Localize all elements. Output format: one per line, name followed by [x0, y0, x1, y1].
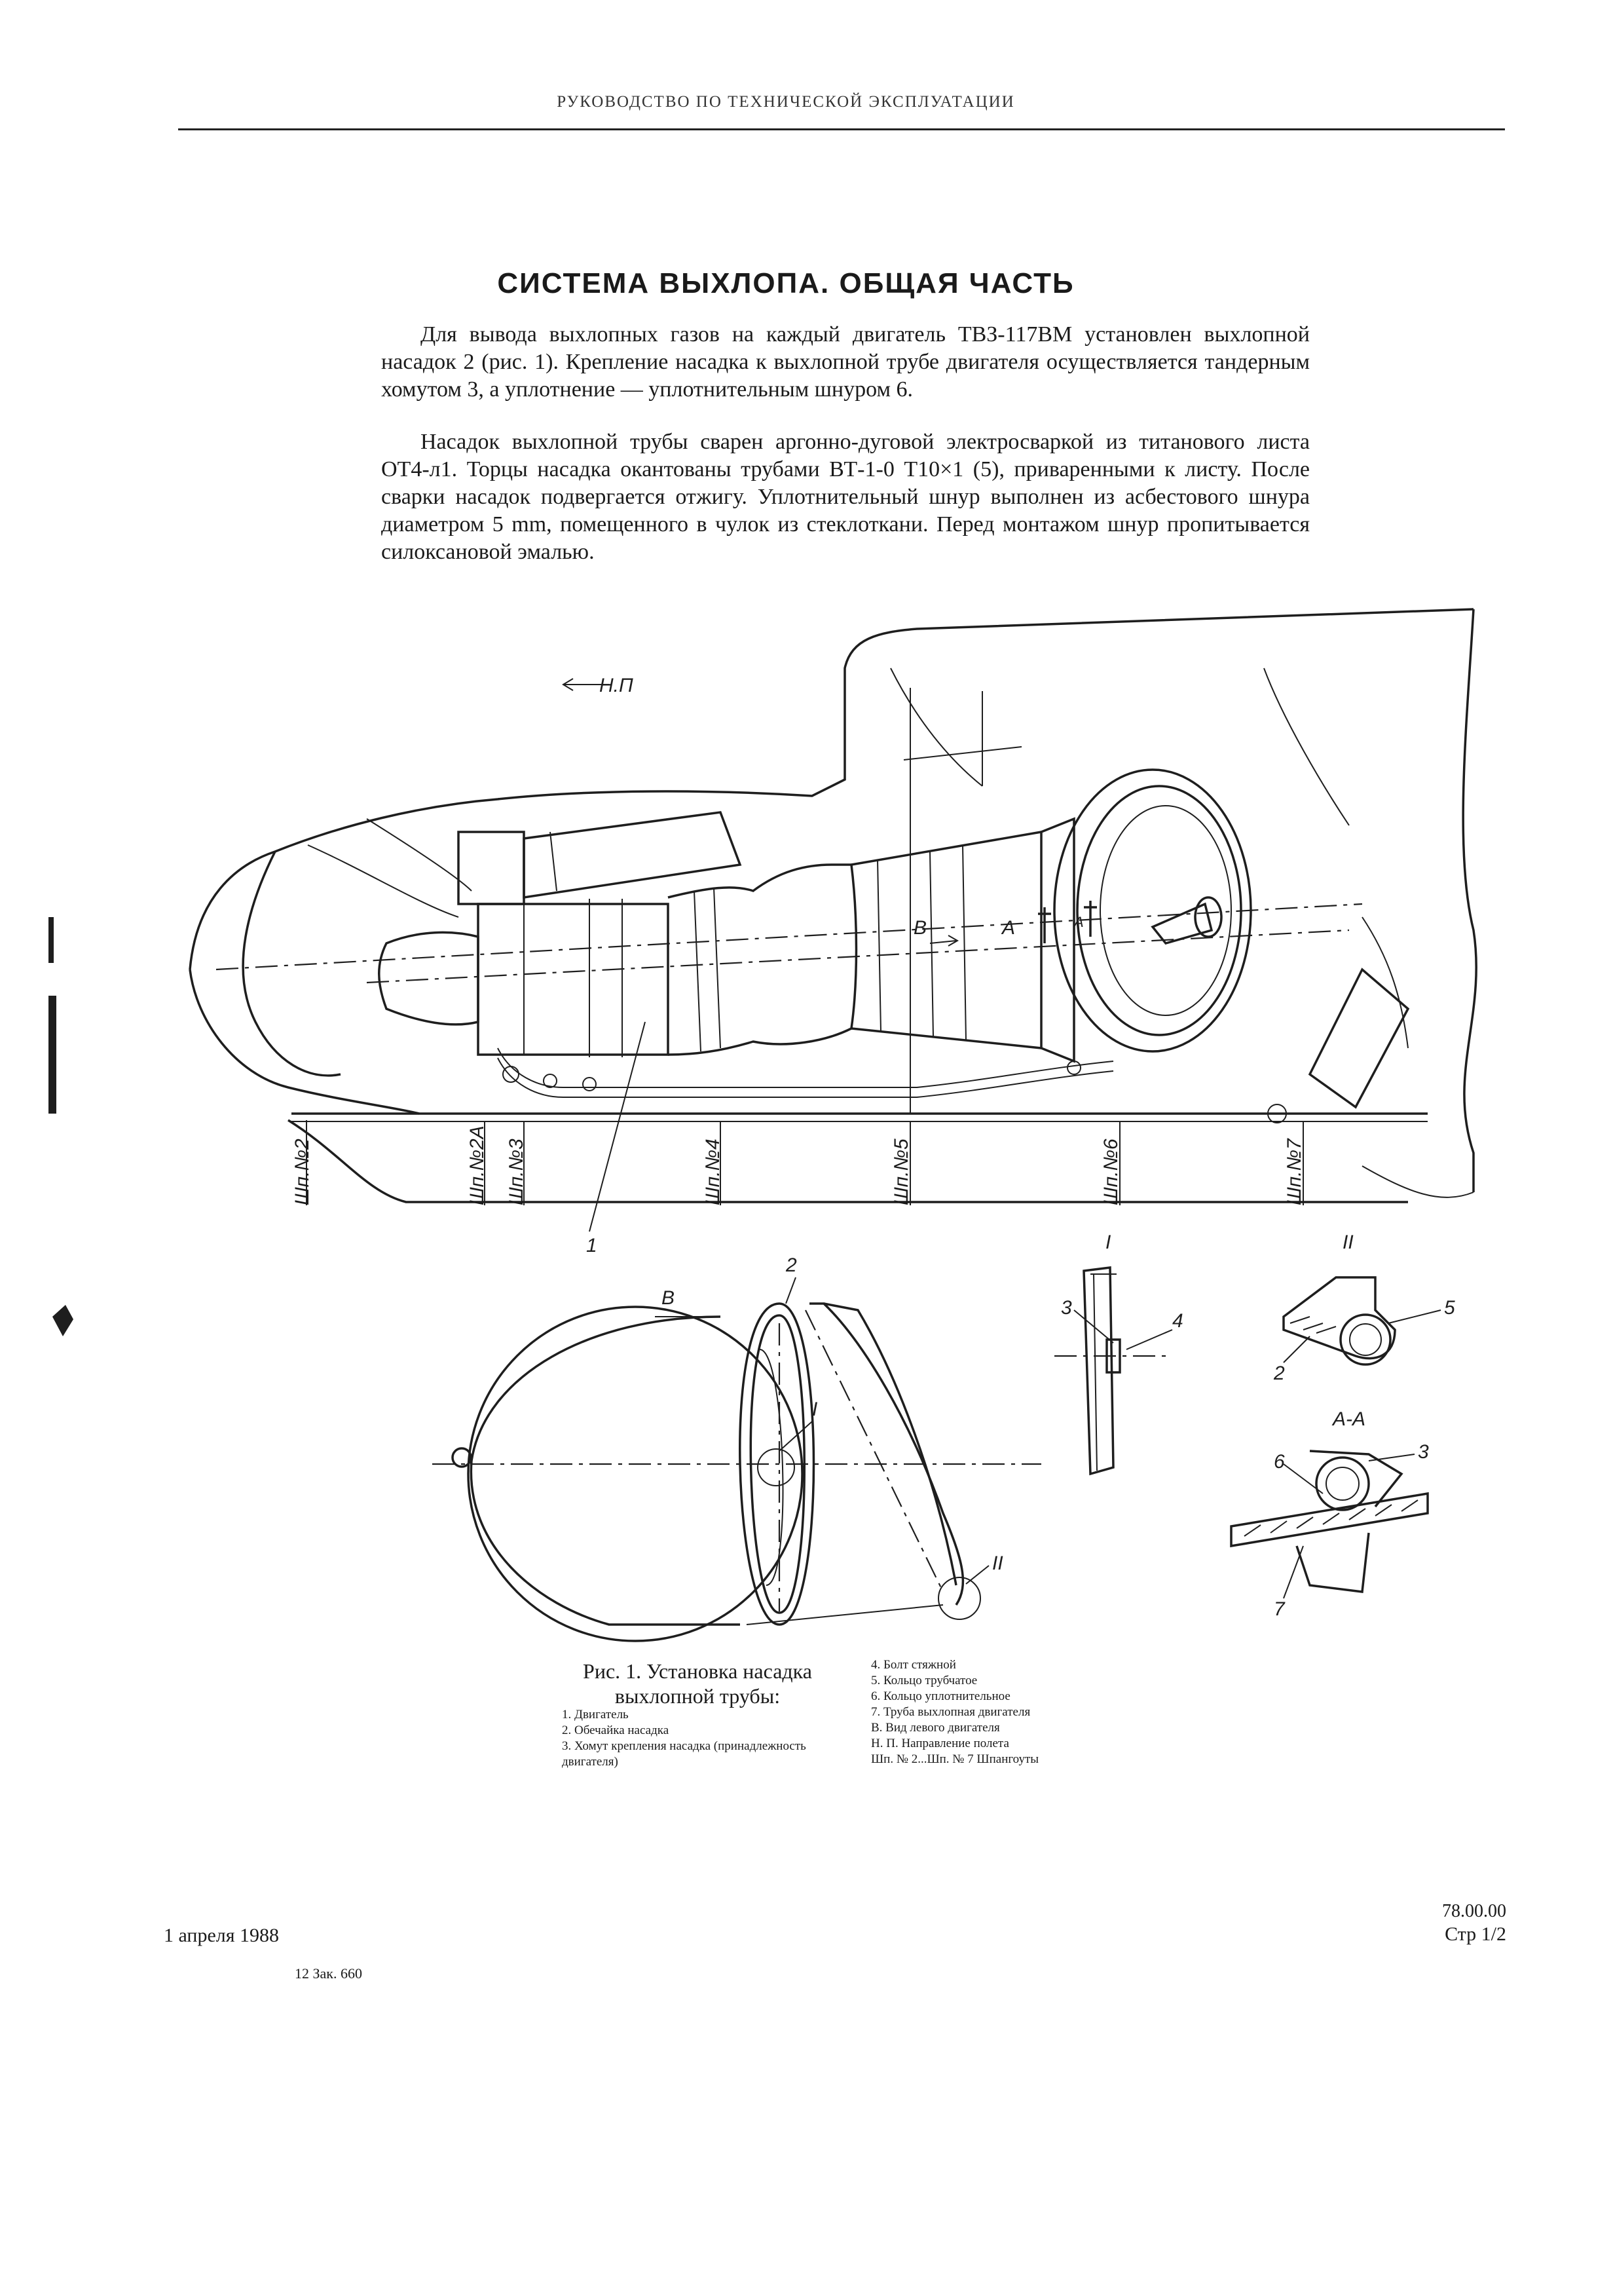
section-mark-a: А	[1074, 914, 1084, 930]
caption-legend-right	[871, 1657, 1146, 1767]
detail-ii-num-2: 2	[1274, 1363, 1285, 1384]
caption-item: 1. Двигатель	[562, 1708, 629, 1722]
callout-detail-ii: II	[992, 1553, 1003, 1574]
body-paragraph-1: Для вывода выхлопных газов на каждый двигатель ТВЗ-117ВМ установлен выхлопной насадок 2 (рис. 1). Крепление насадка к выхлопной трубе двигателя осуществляется тандерным хомутом 3, а уплотнение — уплотнительным шнуром 6.	[381, 322, 1310, 402]
caption-item: 4. Болт стяжной	[871, 1658, 956, 1672]
header-rule	[178, 128, 1505, 130]
caption-item: 5. Кольцо трубчатое	[871, 1674, 978, 1687]
frame-label-5: Шп.№5	[891, 1139, 912, 1205]
footer-doc-code: 78.00.00	[1442, 1901, 1506, 1921]
frame-label-3: Шп.№3	[506, 1139, 527, 1205]
caption-item: Н. П. Направление полета	[871, 1737, 1009, 1750]
footer-order-number: 12 Зак. 660	[295, 1965, 362, 1982]
detail-i-num-3: 3	[1061, 1297, 1072, 1319]
frame-label-6: Шп.№6	[1100, 1139, 1122, 1205]
section-title: СИСТЕМА ВЫХЛОПА. ОБЩАЯ ЧАСТЬ	[497, 267, 1075, 299]
detail-ii-num-5: 5	[1444, 1297, 1455, 1319]
frame-lines	[306, 688, 1303, 1232]
frame-label-7: Шп.№7	[1284, 1139, 1305, 1205]
detail-ii-title: II	[1343, 1232, 1354, 1253]
scan-mark	[52, 1305, 73, 1336]
axis-label-b: В	[914, 917, 927, 939]
frame-label-2: Шп.№2	[291, 1139, 313, 1205]
caption-item: 2. Обечайка насадка	[562, 1723, 669, 1737]
callout-detail-i: I	[812, 1399, 818, 1420]
engine-body	[379, 770, 1286, 1123]
callout-engine: 1	[586, 1235, 597, 1256]
section-num-7: 7	[1274, 1598, 1285, 1620]
caption-item: Шп. № 2...Шп. № 7 Шпангоуты	[871, 1752, 1039, 1766]
detail-i-drawing	[1054, 1268, 1172, 1474]
callout-shroud: 2	[786, 1254, 797, 1276]
section-aa-drawing	[1231, 1451, 1428, 1598]
detail-i-num-4: 4	[1172, 1310, 1183, 1332]
section-num-6: 6	[1274, 1451, 1285, 1473]
frame-label-2a: Шп.№2А	[466, 1125, 488, 1205]
scan-mark	[48, 917, 54, 963]
detail-ii-drawing	[1284, 1277, 1441, 1364]
figure-caption-title: Рис. 1. Установка насадка выхлопной трубы:	[583, 1659, 812, 1708]
footer-date: 1 апреля 1988	[164, 1925, 280, 1946]
axis-label-a: А	[1002, 917, 1016, 939]
caption-item: В. Вид левого двигателя	[871, 1721, 1000, 1735]
caption-item: 6. Кольцо уплотнительное	[871, 1689, 1010, 1703]
section-aa-title: А-А	[1333, 1408, 1366, 1430]
caption-item: 3. Хомут крепления насадка (принадлежность двигателя)	[562, 1739, 806, 1769]
fuselage-outline	[190, 609, 1476, 1202]
caption-item: 7. Труба выхлопная двигателя	[871, 1705, 1031, 1719]
scan-mark	[48, 996, 56, 1114]
body-paragraph-2: Насадок выхлопной трубы сварен аргонно-дуговой электросваркой из титанового листа ОТ4-л1. Торцы насадка окантованы трубами ВТ-1-0 Т10×1 (5), приваренными к листу. После сварки насадок подвергается отжигу. Уплотнительный шнур выполнен из асбестового шнура диаметром 5 mm, помещенного в чулок из стеклоткани. Перед монтажом шнур пропитывается силоксановой эмалью.	[381, 430, 1310, 564]
caption-legend-left	[562, 1707, 837, 1770]
centerlines	[216, 679, 1362, 983]
flight-direction-label: Н.П	[599, 675, 633, 696]
callout-view-b: В	[661, 1287, 675, 1309]
section-num-3: 3	[1418, 1441, 1429, 1463]
shroud-front-view	[432, 1277, 1041, 1641]
footer-page-number: Стр 1/2	[1445, 1923, 1506, 1945]
frame-label-4: Шп.№4	[702, 1139, 724, 1205]
detail-i-title: I	[1105, 1232, 1111, 1253]
running-header: РУКОВОДСТВО ПО ТЕХНИЧЕСКОЙ ЭКСПЛУАТАЦИИ	[557, 93, 1015, 111]
